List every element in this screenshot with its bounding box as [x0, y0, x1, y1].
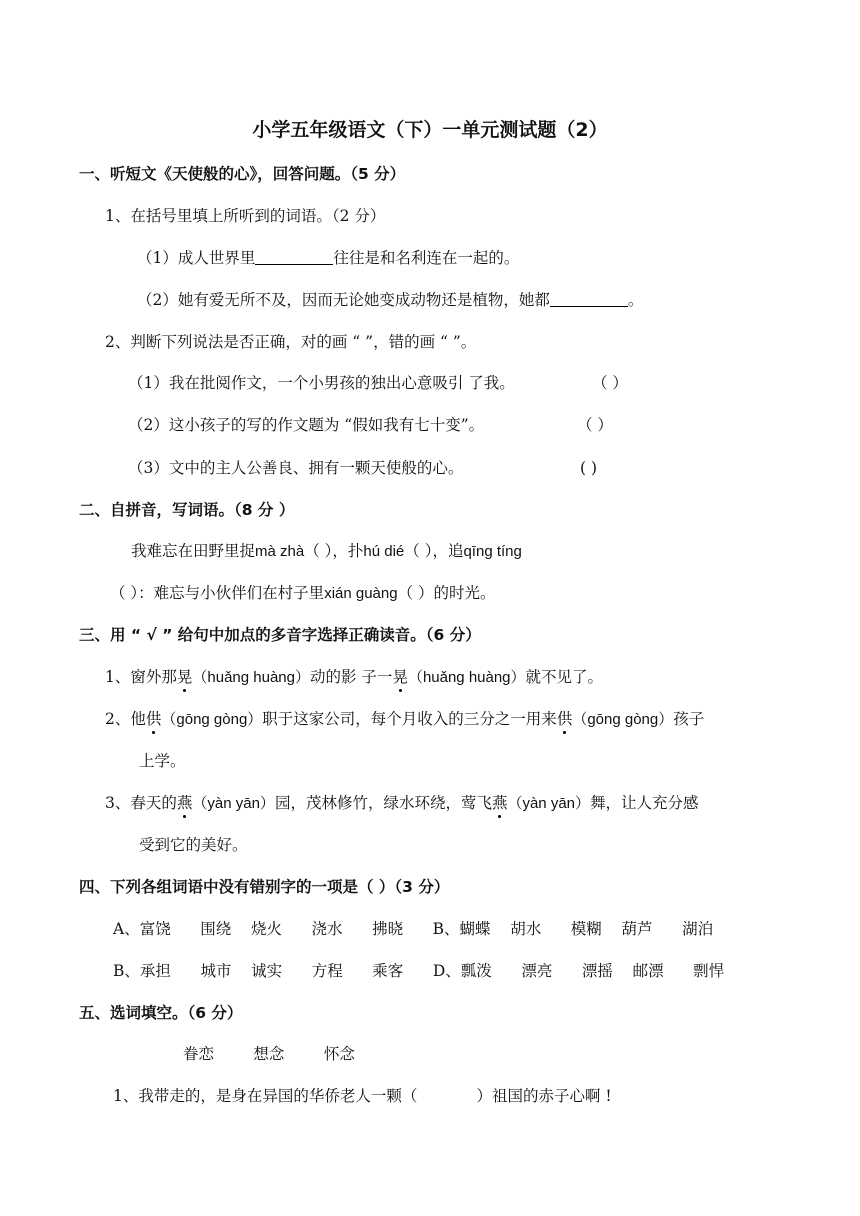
pinyin-options[interactable]: （yàn yān）: [192, 795, 275, 812]
dotted-character: 晃: [392, 668, 408, 686]
s3-text: 职于这家公司，每个月收入的三分之一用来: [262, 710, 557, 728]
answer-paren[interactable]: ( ): [580, 459, 598, 477]
s1-q1b-text-after: 。: [627, 291, 644, 309]
s2-text: （ ）的时光。: [397, 584, 496, 602]
s3-text: 园，茂林修竹，绿水环绕，莺飞: [274, 794, 492, 812]
answer-paren[interactable]: （ ）: [592, 374, 628, 392]
pinyin-options[interactable]: （gōng gòng）: [572, 711, 674, 728]
s3-text: 3、春天的: [105, 794, 177, 812]
s1-q2-item-2: （2）这小孩子的写的作文题为 “假如我有七十变”。: [128, 416, 485, 434]
fill-blank[interactable]: [550, 290, 628, 307]
s1-q1a-text-after: 往往是和名利连在一起的。: [333, 249, 520, 267]
pinyin: hú dié: [363, 543, 405, 560]
s1-question-1: 1、在括号里填上所听到的词语。（2 分）: [105, 207, 386, 225]
answer-paren[interactable]: （ ）: [577, 416, 613, 434]
s3-text: 孩子: [673, 710, 705, 728]
pinyin: qīng tíng: [463, 543, 522, 560]
s1-q2-item-1: （1）我在批阅作文，一个小男孩的独出心意吸引 了我。: [128, 374, 515, 392]
page-title: 小学五年级语文（下）一单元测试题（2）: [252, 119, 608, 141]
section-5-heading: 五、选词填空。（6 分）: [79, 1004, 243, 1022]
s4-options-row-b: B、承担 城市 诚实 方程 乘客 D、瓢泼 漂亮 漂摇 邮漂 剽悍: [113, 962, 725, 980]
s1-question-2: 2、判断下列说法是否正确，对的画 “ ”，错的画 “ ”。: [105, 333, 477, 351]
s5-word-choices: 眷恋 想念 怀念: [183, 1045, 355, 1063]
s3-text: 1、窗外那: [105, 668, 177, 686]
s1-q1-item-2: [137, 290, 643, 310]
pinyin: xián guàng: [324, 585, 398, 602]
pinyin-options[interactable]: （yàn yān）: [507, 795, 591, 812]
section-2-heading: 二、自拼音，写词语。（8 分 ）: [79, 501, 295, 519]
section-4-heading: 四、下列各组词语中没有错别字的一项是（ ）（3 分）: [79, 878, 450, 896]
s3-question-2-continued: 上学。: [139, 752, 186, 770]
s2-text: （ ），追: [404, 542, 464, 560]
dotted-character: 供: [145, 710, 162, 728]
s3-text: 舞，让人充分感: [590, 794, 699, 812]
dotted-character: 燕: [176, 794, 193, 812]
s3-question-2: [105, 709, 704, 730]
pinyin-options[interactable]: （gōng gòng）: [161, 711, 263, 728]
s3-question-1: [105, 667, 603, 688]
s2-text: （ ），扑: [304, 542, 364, 560]
pinyin-options[interactable]: （huǎng huàng）: [407, 669, 526, 686]
dotted-character: 晃: [176, 668, 193, 686]
s2-line-2: [110, 583, 496, 604]
fill-blank[interactable]: [255, 248, 333, 265]
s4-options-row-a: A、富饶 围绕 烧火 浇水 拂晓 B、蝴蝶 胡水 模糊 葫芦 湖泊: [113, 920, 714, 938]
s2-text: （ ）：难忘与小伙伴们在村子里: [110, 584, 325, 602]
s1-q1a-text-before: （1）成人世界里: [137, 249, 256, 267]
dotted-character: 供: [556, 710, 573, 728]
s1-q1-item-1: [137, 248, 519, 268]
s2-line-1: [131, 541, 522, 562]
pinyin: mà zhà: [255, 543, 305, 560]
section-1-heading: 一、听短文《天使般的心》，回答问题。（5 分）: [79, 165, 406, 183]
s5-question-1: 1、我带走的，是身在异国的华侨老人一颗（ ）祖国的赤子心啊 !: [113, 1087, 612, 1105]
s3-question-3: [105, 793, 699, 814]
pinyin-options[interactable]: （huǎng huàng）: [192, 669, 310, 686]
s3-text: 2、他: [105, 710, 146, 728]
s3-question-3-continued: 受到它的美好。: [139, 836, 248, 854]
section-3-heading: 三、用 “ √ ” 给句中加点的多音字选择正确读音。（6 分）: [79, 626, 481, 644]
s1-q2-item-3: （3）文中的主人公善良、拥有一颗天使般的心。: [128, 459, 464, 477]
s2-text: 我难忘在田野里捉: [131, 542, 256, 560]
s3-text: 就不见了。: [525, 668, 604, 686]
s1-q1b-text-before: （2）她有爱无所不及，因而无论她变成动物还是植物，她都: [137, 291, 550, 309]
dotted-character: 燕: [491, 794, 508, 812]
s3-text: 动的影 子一: [309, 668, 393, 686]
